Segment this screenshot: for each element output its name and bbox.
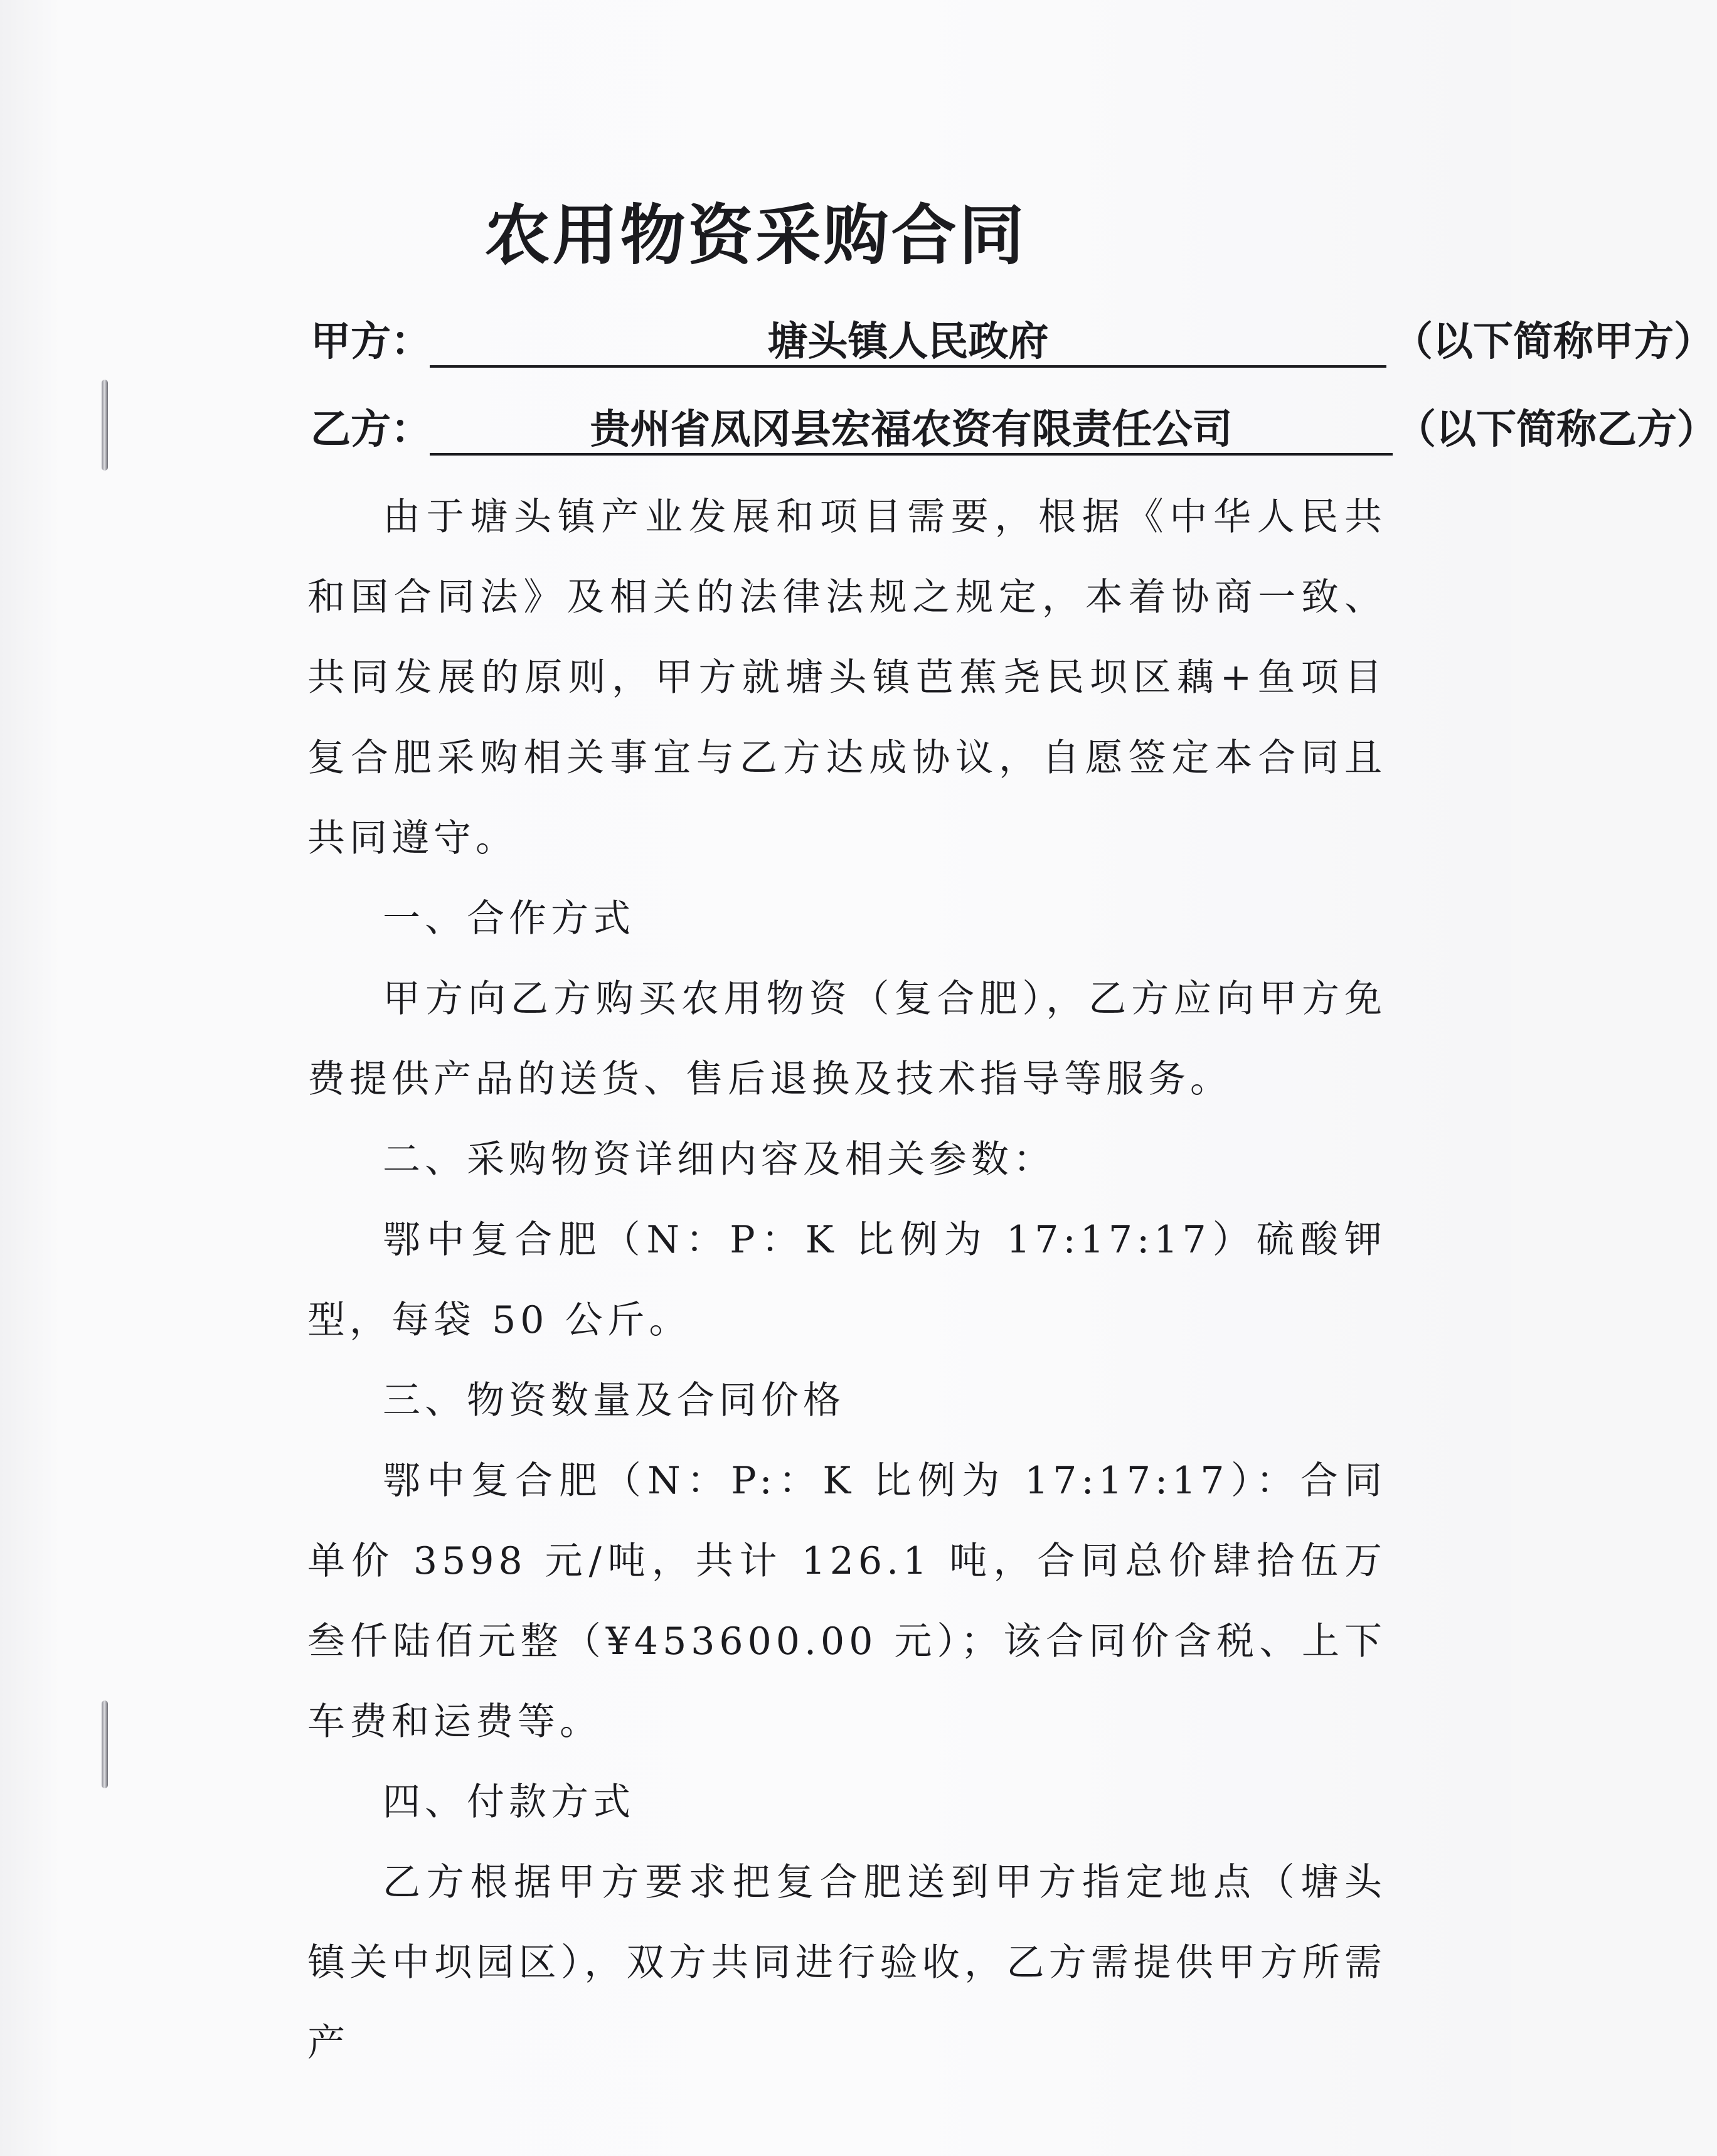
section-heading: 一、合作方式 (383, 897, 635, 941)
party-a-name: 塘头镇人民政府 (430, 314, 1386, 368)
contract-body (307, 477, 1386, 2083)
intro-paragraph: 由于塘头镇产业发展和项目需要，根据《中华人民共和国合同法》及相关的法律法规之规定，本着协商一致、共同发展的原则，甲方就塘头镇芭蕉尧民坝区藕+鱼项目复合肥采购相关事宜与乙方达成协议，自愿签定本合同且共同遵守。 (307, 495, 1386, 860)
section-paragraph: 甲方向乙方购买农用物资（复合肥），乙方应向甲方免费提供产品的送货、售后退换及技术指导等服务。 (307, 977, 1386, 1101)
section-paragraph: 乙方根据甲方要求把复合肥送到甲方指定地点（塘头镇关中坝园区），双方共同进行验收，乙方需提供甲方所需产 (307, 1860, 1386, 2065)
party-b-label: 乙方： (311, 406, 431, 453)
section-paragraph: 鄂中复合肥（N：P:：K 比例为 17:17:17）：合同单价 3598 元/吨，共计 126.1 吨，合同总价肆拾伍万叁仟陆佰元整（¥453600.00 元）；该合同价含税、上下车费和运费等。 (307, 1459, 1386, 1744)
section-heading: 四、付款方式 (383, 1780, 635, 1824)
party-a-label: 甲方： (311, 318, 431, 365)
party-a-note: （以下简称甲方） (1393, 318, 1714, 365)
contract-title: 农用物资采购合同 (484, 196, 1027, 274)
section-heading: 二、采购物资详细内容及相关参数： (383, 1138, 1055, 1182)
staple (102, 1700, 108, 1788)
staple (102, 380, 108, 471)
party-b-note: （以下简称乙方） (1396, 406, 1717, 453)
party-b-name: 贵州省凤冈县宏福农资有限责任公司 (430, 402, 1393, 456)
section-heading: 三、物资数量及合同价格 (383, 1379, 845, 1422)
section-paragraph: 鄂中复合肥（N：P：K 比例为 17:17:17）硫酸钾型，每袋 50 公斤。 (307, 1218, 1386, 1342)
